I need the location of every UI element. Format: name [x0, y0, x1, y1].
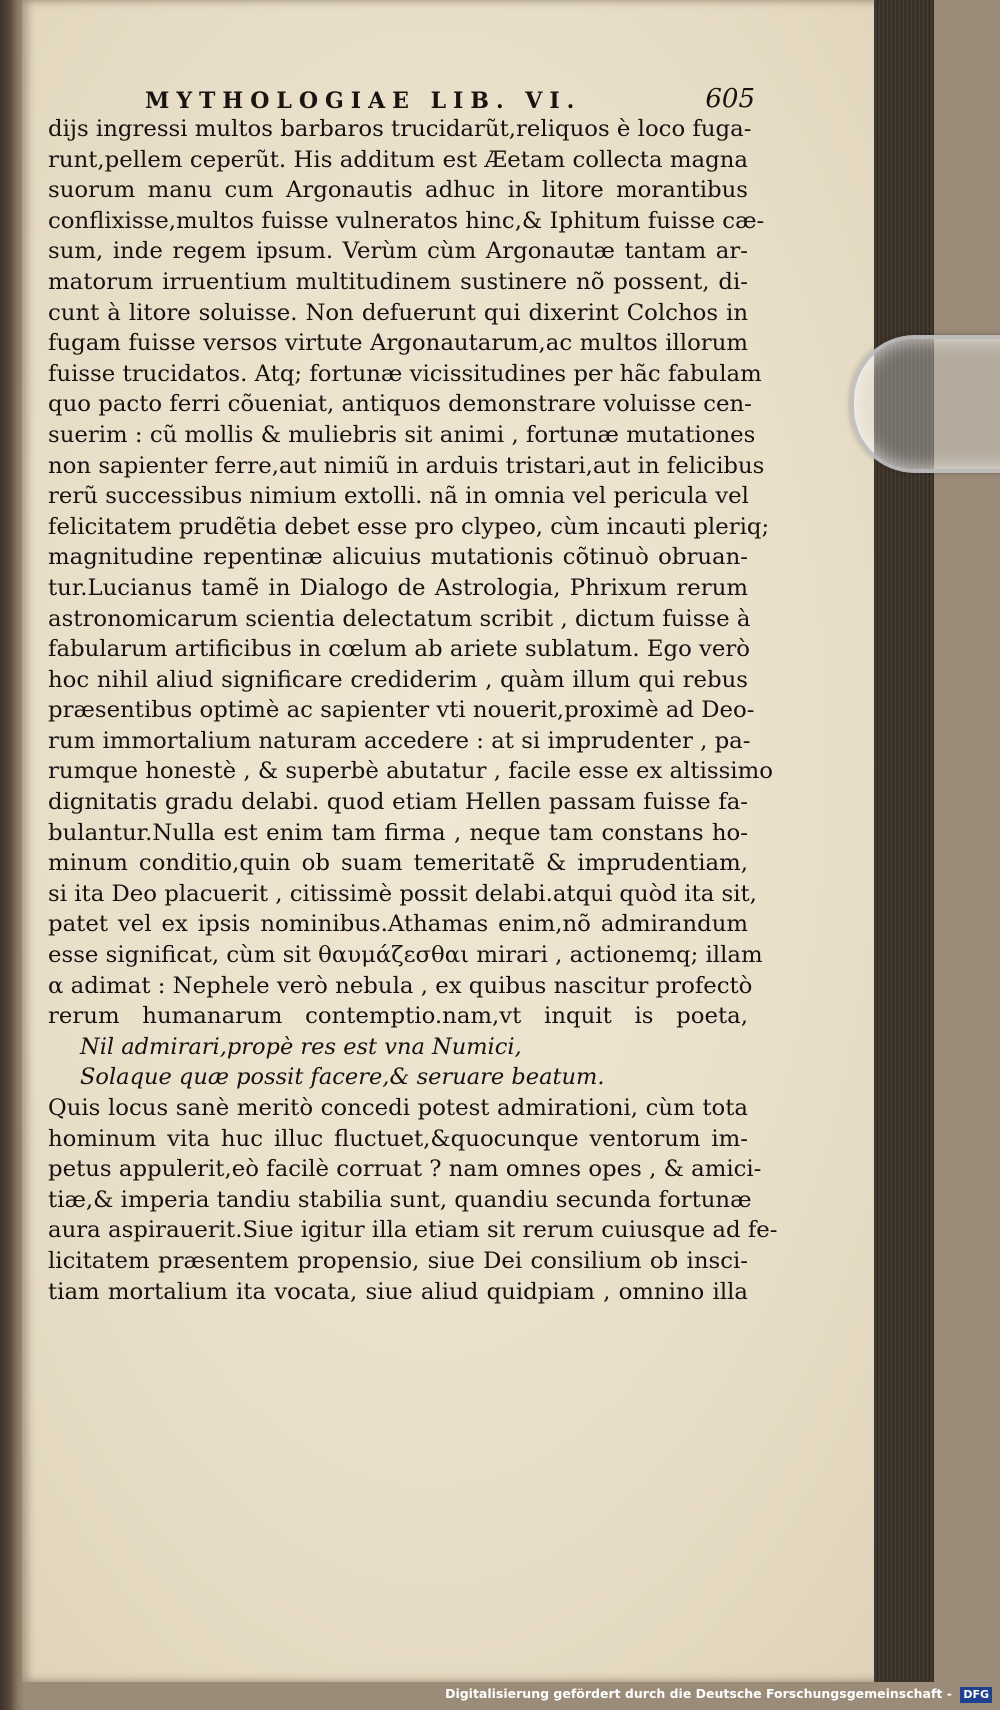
running-head: MYTHOLOGIAE LIB. VI. [145, 88, 582, 114]
text-line: cunt à litore soluisse. Non defuerunt qui dixerint Colchos in [48, 299, 748, 326]
page-number: 605 [705, 84, 755, 114]
text-line: dignitatis gradu delabi. quod etiam Hellen passam fuisse fa- [48, 789, 748, 816]
text-line: astronomicarum scientia delectatum scribit , dictum fuisse à [48, 605, 751, 632]
text-line: rerum humanarum contemptio.nam,vt inquit is poeta, [48, 1003, 748, 1030]
text-line: si ita Deo placuerit , citissimè possit delabi.atqui quòd ita sit, [48, 880, 757, 907]
text-line: quo pacto ferri cõueniat, antiquos demonstrare voluisse cen- [48, 391, 752, 418]
digitization-credit [445, 1686, 992, 1706]
main-text [48, 114, 778, 1307]
text-line: bulantur.Nulla est enim tam firma , neque tam constans ho- [48, 819, 748, 846]
text-line: magnitudine repentinæ alicuius mutationis cõtinuò obruan- [48, 544, 748, 571]
text-line: suerim : cũ mollis & muliebris sit animi , fortunæ mutationes [48, 421, 756, 448]
text-line: α adimat : Nephele verò nebula , ex quibus nascitur profectò [48, 972, 753, 999]
text-line: tur.Lucianus tamẽ in Dialogo de Astrologia, Phrixum rerum [48, 574, 748, 601]
text-line: hominum vita huc illuc fluctuet,&quocunque ventorum im- [48, 1125, 748, 1152]
text-line: fuisse trucidatos. Atq; fortunæ vicissitudines per hãc fabulam [48, 360, 762, 387]
text-line: minum conditio,quin ob suam temeritatẽ & imprudentiam, [48, 850, 748, 877]
text-line: conflixisse,multos fuisse vulneratos hinc,& Iphitum fuisse cæ- [48, 207, 765, 234]
dfg-logo: DFG [960, 1687, 992, 1703]
verse-line: Solaque quæ possit facere,& seruare beatum. [80, 1064, 605, 1091]
text-line: rumque honestè , & superbè abutatur , facile esse ex altissimo [48, 758, 773, 785]
text-line: tiæ,& imperia tandiu stabilia sunt, quandiu secunda fortunæ [48, 1186, 752, 1213]
text-line: Quis locus sanè meritò concedi potest admirationi, cùm tota [48, 1095, 748, 1121]
text-line: hoc nihil aliud significare crediderim , quàm illum qui rebus [48, 666, 748, 693]
text-line: aura aspirauerit.Siue igitur illa etiam sit rerum cuiusque ad fe- [48, 1217, 778, 1244]
verse-line: Nil admirari,propè res est vna Numici, [80, 1033, 522, 1060]
text-line: petus appulerit,eò facilè corruat ? nam omnes opes , & amici- [48, 1156, 762, 1183]
page-edges [874, 0, 934, 1682]
text-line: tiam mortalium ita vocata, siue aliud quidpiam , omnino illa [48, 1278, 748, 1305]
text-line: esse significat, cùm sit θαυμάζεσθαι mirari , actionemq; illam [48, 942, 763, 969]
page-clip [850, 335, 1000, 473]
text-line: sum, inde regem ipsum. Verùm cùm Argonautæ tantam ar- [48, 238, 748, 265]
text-line: matorum irruentium multitudinem sustinere nõ possent, di- [48, 268, 748, 295]
text-line: runt,pellem ceperũt. His additum est Æetam collecta magna [48, 146, 748, 173]
text-line: suorum manu cum Argonautis adhuc in litore morantibus [48, 177, 748, 204]
credit-text: Digitalisierung gefördert durch die Deutsche Forschungsgemeinschaft - [445, 1686, 952, 1701]
text-line: fabularum artificibus in cœlum ab ariete sublatum. Ego verò [48, 636, 751, 663]
text-line: dijs ingressi multos barbaros trucidarũt,reliquos è loco fuga- [48, 116, 752, 142]
text-line: patet vel ex ipsis nominibus.Athamas enim,nõ admirandum [48, 911, 748, 938]
text-line: fugam fuisse versos virtute Argonautarum,ac multos illorum [48, 330, 748, 357]
text-line: præsentibus optimè ac sapienter vti nouerit,proximè ad Deo- [48, 697, 755, 724]
text-line: rum immortalium naturam accedere : at si imprudenter , pa- [48, 727, 751, 754]
text-line: rerũ successibus nimium extolli. nã in omnia vel pericula vel [48, 483, 749, 510]
text-line: non sapienter ferre,aut nimiũ in arduis tristari,aut in felicibus [48, 452, 765, 479]
text-line: licitatem præsentem propensio, siue Dei consilium ob insci- [48, 1247, 748, 1274]
text-line: felicitatem prudẽtia debet esse pro clypeo, cùm incauti pleriq; [48, 513, 770, 540]
